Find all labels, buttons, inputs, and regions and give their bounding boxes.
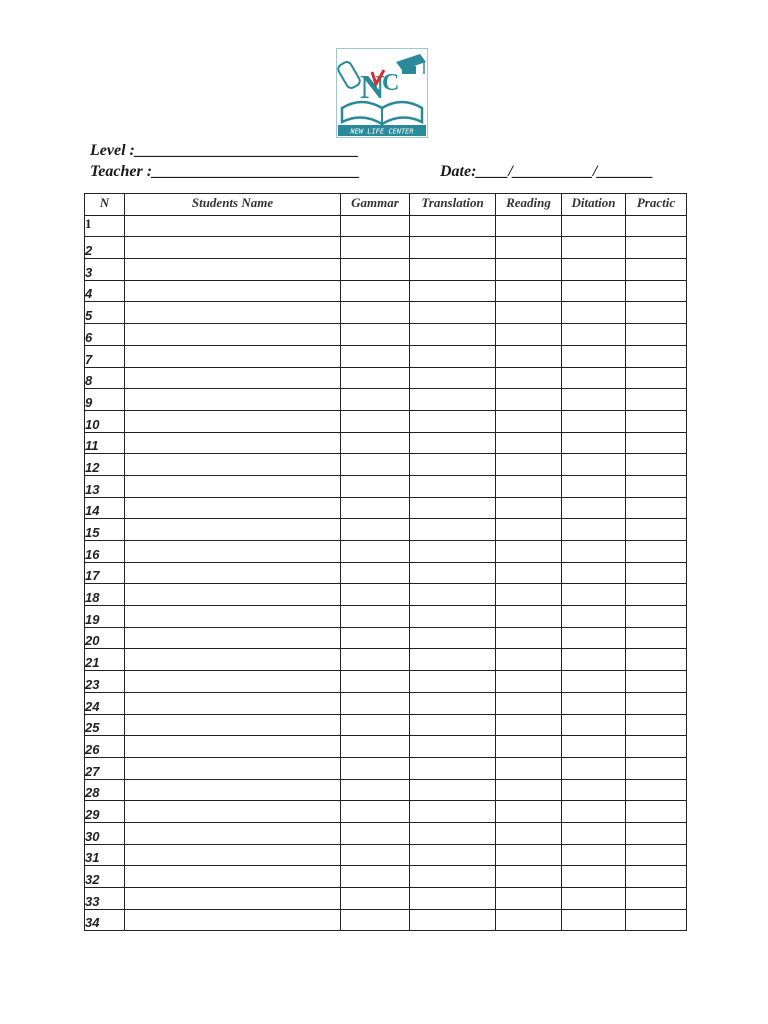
dictation-cell[interactable] [562,541,626,563]
student-name-cell[interactable] [125,345,341,367]
translation-cell[interactable] [410,345,496,367]
student-name-cell[interactable] [125,324,341,346]
translation-cell[interactable] [410,888,496,910]
row-number: 14 [85,497,125,519]
row-number: 21 [85,649,125,671]
table-row [85,237,687,259]
row-number: 5 [85,302,125,324]
translation-cell[interactable] [410,822,496,844]
practice-cell[interactable] [626,584,687,606]
practice-cell[interactable] [626,671,687,693]
grammar-cell[interactable] [341,671,410,693]
table-header-row [85,194,687,216]
reading-cell[interactable] [496,497,562,519]
practice-cell[interactable] [626,866,687,888]
reading-cell[interactable] [496,779,562,801]
logo-graphic [336,48,428,138]
logo-wordmark: NEW LIFE CENTER [350,127,414,136]
row-number: 13 [85,475,125,497]
dictation-cell[interactable] [562,714,626,736]
grammar-cell[interactable] [341,432,410,454]
translation-cell[interactable] [410,844,496,866]
grammar-cell[interactable] [341,237,410,259]
reading-cell[interactable] [496,389,562,411]
student-name-cell[interactable] [125,779,341,801]
row-number: 2 [85,237,125,259]
dictation-cell[interactable] [562,736,626,758]
translation-cell[interactable] [410,649,496,671]
practice-cell[interactable] [626,779,687,801]
grammar-cell[interactable] [341,215,410,237]
student-name-cell[interactable] [125,649,341,671]
student-grade-table [84,193,687,931]
row-number: 20 [85,627,125,649]
grammar-cell[interactable] [341,692,410,714]
practice-cell[interactable] [626,909,687,931]
grammar-cell[interactable] [341,410,410,432]
reading-cell[interactable] [496,519,562,541]
column-header-reading: Reading [496,194,562,216]
reading-cell[interactable] [496,454,562,476]
student-name-cell[interactable] [125,541,341,563]
translation-cell[interactable] [410,410,496,432]
row-number: 33 [85,888,125,910]
student-name-cell[interactable] [125,714,341,736]
practice-cell[interactable] [626,519,687,541]
table-body [85,215,687,931]
student-name-cell[interactable] [125,909,341,931]
student-name-cell[interactable] [125,519,341,541]
practice-cell[interactable] [626,801,687,823]
translation-cell[interactable] [410,497,496,519]
grammar-cell[interactable] [341,714,410,736]
grammar-cell[interactable] [341,779,410,801]
translation-cell[interactable] [410,714,496,736]
practice-cell[interactable] [626,454,687,476]
dictation-cell[interactable] [562,519,626,541]
reading-cell[interactable] [496,584,562,606]
grammar-cell[interactable] [341,324,410,346]
row-number: 3 [85,259,125,281]
translation-cell[interactable] [410,215,496,237]
row-number: 12 [85,454,125,476]
grammar-cell[interactable] [341,736,410,758]
translation-cell[interactable] [410,367,496,389]
dictation-cell[interactable] [562,822,626,844]
dictation-cell[interactable] [562,757,626,779]
practice-cell[interactable] [626,757,687,779]
reading-cell[interactable] [496,736,562,758]
column-header-grammar: Gammar [341,194,410,216]
reading-cell[interactable] [496,649,562,671]
student-name-cell[interactable] [125,606,341,628]
table-row [85,649,687,671]
practice-cell[interactable] [626,888,687,910]
reading-cell[interactable] [496,627,562,649]
translation-cell[interactable] [410,475,496,497]
row-number: 23 [85,671,125,693]
dictation-cell[interactable] [562,475,626,497]
column-header-number: N [85,194,125,216]
table-row [85,822,687,844]
dictation-cell[interactable] [562,779,626,801]
reading-cell[interactable] [496,475,562,497]
translation-cell[interactable] [410,627,496,649]
practice-cell[interactable] [626,541,687,563]
grammar-cell[interactable] [341,454,410,476]
grammar-cell[interactable] [341,584,410,606]
grammar-cell[interactable] [341,389,410,411]
dictation-cell[interactable] [562,345,626,367]
table-row [85,541,687,563]
translation-cell[interactable] [410,606,496,628]
table-row [85,692,687,714]
student-name-cell[interactable] [125,454,341,476]
grammar-cell[interactable] [341,801,410,823]
student-name-cell[interactable] [125,627,341,649]
row-number: 11 [85,432,125,454]
table-row [85,801,687,823]
grammar-cell[interactable] [341,909,410,931]
grammar-cell[interactable] [341,844,410,866]
practice-cell[interactable] [626,627,687,649]
dictation-cell[interactable] [562,302,626,324]
table-row [85,714,687,736]
dictation-cell[interactable] [562,280,626,302]
table-row [85,736,687,758]
student-name-cell[interactable] [125,736,341,758]
dictation-cell[interactable] [562,389,626,411]
translation-cell[interactable] [410,909,496,931]
student-name-cell[interactable] [125,475,341,497]
translation-cell[interactable] [410,280,496,302]
student-name-cell[interactable] [125,302,341,324]
student-name-cell[interactable] [125,432,341,454]
table-row [85,909,687,931]
row-number: 16 [85,541,125,563]
new-life-center-logo [336,48,428,138]
translation-cell[interactable] [410,432,496,454]
reading-cell[interactable] [496,280,562,302]
table-row [85,389,687,411]
reading-cell[interactable] [496,671,562,693]
column-header-practice: Practic [626,194,687,216]
student-name-cell[interactable] [125,801,341,823]
reading-cell[interactable] [496,757,562,779]
practice-cell[interactable] [626,714,687,736]
reading-cell[interactable] [496,866,562,888]
dictation-cell[interactable] [562,432,626,454]
translation-cell[interactable] [410,692,496,714]
translation-cell[interactable] [410,324,496,346]
grammar-cell[interactable] [341,866,410,888]
row-number: 7 [85,345,125,367]
reading-cell[interactable] [496,801,562,823]
table-row [85,345,687,367]
dictation-cell[interactable] [562,692,626,714]
translation-cell[interactable] [410,237,496,259]
dictation-cell[interactable] [562,215,626,237]
reading-cell[interactable] [496,302,562,324]
table-row [85,888,687,910]
dictation-cell[interactable] [562,410,626,432]
student-name-cell[interactable] [125,584,341,606]
student-name-cell[interactable] [125,215,341,237]
grammar-cell[interactable] [341,302,410,324]
practice-cell[interactable] [626,475,687,497]
practice-cell[interactable] [626,237,687,259]
reading-cell[interactable] [496,259,562,281]
dictation-cell[interactable] [562,866,626,888]
grammar-cell[interactable] [341,627,410,649]
practice-cell[interactable] [626,215,687,237]
practice-cell[interactable] [626,302,687,324]
student-name-cell[interactable] [125,237,341,259]
row-number: 28 [85,779,125,801]
practice-cell[interactable] [626,280,687,302]
dictation-cell[interactable] [562,627,626,649]
grammar-cell[interactable] [341,367,410,389]
reading-cell[interactable] [496,215,562,237]
table-row [85,324,687,346]
table-row [85,627,687,649]
practice-cell[interactable] [626,259,687,281]
table-row [85,454,687,476]
translation-cell[interactable] [410,866,496,888]
student-name-cell[interactable] [125,822,341,844]
translation-cell[interactable] [410,671,496,693]
dictation-cell[interactable] [562,237,626,259]
grammar-cell[interactable] [341,280,410,302]
table-row [85,757,687,779]
grammar-cell[interactable] [341,345,410,367]
translation-cell[interactable] [410,259,496,281]
row-number: 19 [85,606,125,628]
table-row [85,844,687,866]
dictation-cell[interactable] [562,909,626,931]
student-name-cell[interactable] [125,367,341,389]
row-number: 8 [85,367,125,389]
translation-cell[interactable] [410,757,496,779]
row-number: 34 [85,909,125,931]
row-number: 26 [85,736,125,758]
table-row [85,215,687,237]
row-number: 9 [85,389,125,411]
dictation-cell[interactable] [562,259,626,281]
reading-cell[interactable] [496,432,562,454]
grammar-cell[interactable] [341,541,410,563]
translation-cell[interactable] [410,736,496,758]
practice-cell[interactable] [626,692,687,714]
grammar-cell[interactable] [341,822,410,844]
table-row [85,259,687,281]
table-row [85,475,687,497]
translation-cell[interactable] [410,562,496,584]
practice-cell[interactable] [626,649,687,671]
reading-cell[interactable] [496,888,562,910]
student-name-cell[interactable] [125,259,341,281]
table-row [85,779,687,801]
grammar-cell[interactable] [341,606,410,628]
svg-text:N: N [360,69,385,106]
translation-cell[interactable] [410,302,496,324]
dictation-cell[interactable] [562,888,626,910]
table-row [85,367,687,389]
reading-cell[interactable] [496,822,562,844]
translation-cell[interactable] [410,779,496,801]
table-row [85,519,687,541]
row-number: 4 [85,280,125,302]
grammar-cell[interactable] [341,259,410,281]
practice-cell[interactable] [626,367,687,389]
student-name-cell[interactable] [125,410,341,432]
row-number: 18 [85,584,125,606]
student-name-cell[interactable] [125,389,341,411]
dictation-cell[interactable] [562,562,626,584]
student-name-cell[interactable] [125,280,341,302]
dictation-cell[interactable] [562,584,626,606]
practice-cell[interactable] [626,432,687,454]
row-number: 31 [85,844,125,866]
table-row [85,302,687,324]
student-name-cell[interactable] [125,692,341,714]
teacher-field: Teacher :__________________________ [90,163,361,180]
row-number: 24 [85,692,125,714]
student-name-cell[interactable] [125,497,341,519]
practice-cell[interactable] [626,345,687,367]
student-name-cell[interactable] [125,757,341,779]
dictation-cell[interactable] [562,671,626,693]
practice-cell[interactable] [626,562,687,584]
column-header-dictation: Ditation [562,194,626,216]
table-row [85,562,687,584]
grammar-cell[interactable] [341,497,410,519]
reading-cell[interactable] [496,410,562,432]
dictation-cell[interactable] [562,606,626,628]
reading-cell[interactable] [496,237,562,259]
reading-cell[interactable] [496,324,562,346]
table-row [85,606,687,628]
practice-cell[interactable] [626,736,687,758]
row-number: 32 [85,866,125,888]
row-number: 17 [85,562,125,584]
practice-cell[interactable] [626,324,687,346]
reading-cell[interactable] [496,367,562,389]
dictation-cell[interactable] [562,649,626,671]
row-number: 25 [85,714,125,736]
translation-cell[interactable] [410,389,496,411]
student-name-cell[interactable] [125,562,341,584]
dictation-cell[interactable] [562,497,626,519]
translation-cell[interactable] [410,519,496,541]
grammar-cell[interactable] [341,562,410,584]
grammar-cell[interactable] [341,757,410,779]
translation-cell[interactable] [410,454,496,476]
practice-cell[interactable] [626,822,687,844]
reading-cell[interactable] [496,692,562,714]
practice-cell[interactable] [626,844,687,866]
table-row [85,866,687,888]
table-row [85,497,687,519]
date-field: Date:____/__________/_______ [440,163,654,180]
row-number: 15 [85,519,125,541]
dictation-cell[interactable] [562,844,626,866]
student-name-cell[interactable] [125,844,341,866]
translation-cell[interactable] [410,541,496,563]
student-name-cell[interactable] [125,888,341,910]
reading-cell[interactable] [496,562,562,584]
student-name-cell[interactable] [125,866,341,888]
reading-cell[interactable] [496,844,562,866]
row-number: 6 [85,324,125,346]
grammar-cell[interactable] [341,475,410,497]
table-row [85,432,687,454]
row-number: 10 [85,410,125,432]
reading-cell[interactable] [496,345,562,367]
dictation-cell[interactable] [562,801,626,823]
dictation-cell[interactable] [562,324,626,346]
reading-cell[interactable] [496,909,562,931]
practice-cell[interactable] [626,497,687,519]
practice-cell[interactable] [626,410,687,432]
grammar-cell[interactable] [341,888,410,910]
grammar-cell[interactable] [341,519,410,541]
practice-cell[interactable] [626,389,687,411]
table-row [85,671,687,693]
table-row [85,280,687,302]
reading-cell[interactable] [496,541,562,563]
dictation-cell[interactable] [562,454,626,476]
svg-text:C: C [382,70,400,96]
reading-cell[interactable] [496,714,562,736]
reading-cell[interactable] [496,606,562,628]
table-row [85,410,687,432]
row-number: 1 [85,215,125,237]
translation-cell[interactable] [410,801,496,823]
grammar-cell[interactable] [341,649,410,671]
column-header-students-name: Students Name [125,194,341,216]
row-number: 27 [85,757,125,779]
row-number: 29 [85,801,125,823]
column-header-translation: Translation [410,194,496,216]
translation-cell[interactable] [410,584,496,606]
table-row [85,584,687,606]
dictation-cell[interactable] [562,367,626,389]
level-field: Level :____________________________ [90,142,359,159]
row-number: 30 [85,822,125,844]
practice-cell[interactable] [626,606,687,628]
student-name-cell[interactable] [125,671,341,693]
